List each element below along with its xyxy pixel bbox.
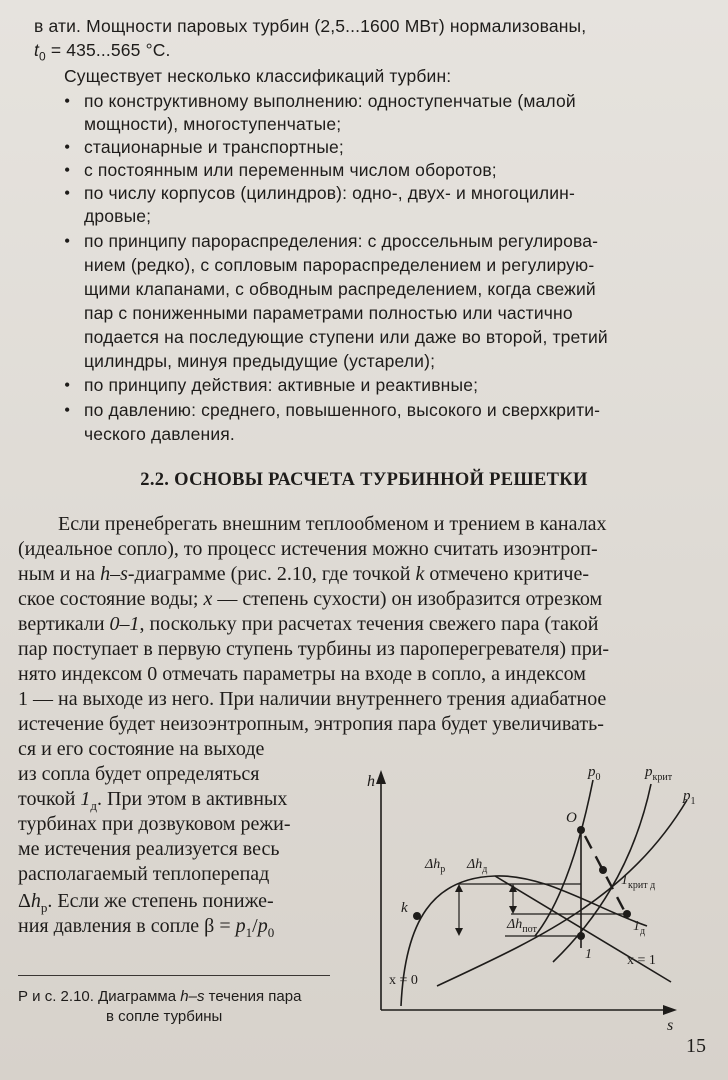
paragraph-line [18, 612, 598, 636]
list-item-line: пар с пониженными параметрами полностью или частично [84, 303, 573, 323]
paragraph-line: ме истечения реализуется весь [18, 838, 280, 860]
axis-h-label: h [367, 773, 375, 790]
bullet: • [64, 183, 71, 203]
list-item-line: щими клапанами, с обводным распределением, когда свежий [84, 279, 596, 299]
label-1: 1 [585, 947, 592, 962]
t0-subscript: 0 [39, 49, 46, 64]
caption-run: течения пара [204, 988, 302, 1005]
label-dh-d: $\Delta h_д$ [467, 857, 488, 875]
list-item-line: дровые; [84, 206, 152, 226]
list-item-line: нием (редко), с сопловым парораспределением и регулирую- [84, 255, 595, 275]
classification-lead: Существует несколько классификаций турбин: [64, 66, 452, 86]
s-axis-arrow [663, 1005, 677, 1015]
t0-symbol: t [34, 40, 40, 60]
list-item-line: ческого давления. [84, 424, 235, 444]
label-dh-p: $\Delta h_р$ [425, 857, 446, 875]
label-1krit-d: $1_{крит д}$ [621, 873, 656, 891]
text-run: ское состояние воды; [18, 588, 204, 610]
italic-symbol: p [257, 915, 268, 937]
paragraph-line: ся и его состояние на выходе [18, 738, 265, 760]
list-item-line: подается на последующие ступени или даже во второй, третий [84, 327, 608, 347]
point-1d [623, 910, 631, 918]
italic-symbol: h [30, 890, 41, 912]
paragraph-line: нято индексом 0 отмечать параметры на входе в сопло, а индексом [18, 663, 586, 685]
italic-symbol: 0–1 [109, 613, 140, 635]
list-item-line: с постоянным или переменным числом оборотов; [84, 160, 497, 180]
saturation-curve [401, 876, 647, 1006]
text-run: -диаграмме (рис. 2.10, где точкой [127, 563, 416, 585]
point-k [413, 912, 421, 920]
italic-symbol: h–s [100, 563, 128, 585]
list-item-line: цилиндры, минуя предыдущие (устарели); [84, 351, 436, 371]
label-x1: x = 1 [627, 953, 656, 968]
section-heading: 2.2. ОСНОВЫ РАСЧЕТА ТУРБИННОЙ РЕШЕТКИ [140, 470, 588, 490]
label-dh-pot: $\Delta h_{пот}$ [507, 917, 537, 935]
italic-symbol: p [235, 915, 246, 937]
paragraph-line: из сопла будет определяться [18, 763, 260, 785]
italic-symbol: 1 [80, 788, 91, 810]
text-run: . Если же степень пониже- [47, 890, 274, 912]
dh-p-arrowhead-bottom [455, 928, 463, 936]
paragraph-line: 1 — на выходе из него. При наличии внутреннего трения адиабатное [18, 688, 607, 710]
paragraph-line: турбинах при дозвуковом режи- [18, 813, 291, 835]
isobar-p0 [535, 780, 593, 936]
label-pkrit: $p_{крит}$ [645, 764, 673, 783]
label-p1: $p_1$ [683, 788, 696, 807]
paragraph-line [18, 914, 274, 945]
figure-caption-line1 [18, 988, 301, 1005]
bullet: • [64, 231, 71, 251]
figure-caption-line2: в сопле турбины [106, 1008, 223, 1025]
list-item-line: по принципу парораспределения: с дроссельным регулирова- [84, 231, 599, 251]
t0-range: = 435...565 °С. [45, 40, 171, 60]
text-run: Δ [18, 890, 31, 912]
label-x0: x = 0 [389, 973, 418, 988]
bullet: • [64, 137, 71, 157]
paragraph-line: (идеальное сопло), то процесс истечения можно считать изоэнтроп- [18, 538, 598, 560]
paragraph-line [18, 587, 602, 611]
subscript: 0 [267, 925, 275, 940]
caption-run: Р и с. 2.10. Диаграмма [18, 988, 181, 1005]
caption-italic: h–s [180, 988, 205, 1005]
bullet: • [64, 91, 71, 111]
text-run: / [252, 915, 258, 937]
point-1krit [599, 866, 607, 874]
text-run: отмечено критиче- [424, 563, 589, 585]
list-item-line: по давлению: среднего, повышенного, высокого и сверхкрити- [84, 400, 601, 420]
list-item-line: по принципу действия: активные и реактивные; [84, 375, 479, 395]
text-run: , поскольку при расчетах течения свежего пара (такой [139, 613, 599, 635]
point-1 [577, 932, 585, 940]
page-number: 15 [686, 1035, 706, 1057]
text-run: ным и на [18, 563, 101, 585]
h-axis-arrow [376, 770, 386, 784]
label-1d: $1_д$ [633, 919, 646, 937]
list-item-line: по конструктивному выполнению: одноступенчатые (малой [84, 91, 576, 111]
hs-diagram [345, 740, 715, 1030]
paragraph-line: истечение будет неизоэнтропным, энтропия пара будет увеличивать- [18, 713, 604, 735]
italic-symbol: k [415, 563, 425, 585]
text-run: точкой [18, 788, 81, 810]
text-run: вертикали [18, 613, 110, 635]
label-k: k [401, 900, 408, 916]
text-run: . При этом в активных [97, 788, 288, 810]
subscript: д [90, 798, 98, 813]
list-item-line: мощности), многоступенчатые; [84, 114, 342, 134]
point-O [577, 826, 585, 834]
italic-symbol: x [203, 588, 213, 610]
axis-s-label: s [667, 1017, 674, 1030]
list-item-line: стационарные и транспортные; [84, 137, 344, 157]
list-item-line: по числу корпусов (цилиндров): одно-, двух- и многоцилин- [84, 183, 575, 203]
dh-d-arrowhead-bottom [509, 906, 517, 914]
bullet: • [64, 160, 71, 180]
subscript: 1 [245, 925, 253, 940]
paragraph-line: пар поступает в первую ступень турбины из пароперегревателя) при- [18, 638, 610, 660]
paragraph-line: располагаемый теплоперепад [18, 863, 270, 885]
subscript: р [40, 900, 48, 915]
bullet: • [64, 400, 71, 420]
bullet: • [64, 375, 71, 395]
caption-divider [18, 975, 330, 976]
label-O: O [566, 810, 577, 826]
text-run: — степень сухости) он изобразится отрезком [212, 588, 603, 610]
text-run: ния давления в сопле β = [18, 915, 236, 937]
label-p0: $p_0$ [588, 764, 601, 783]
intro-line: в ати. Мощности паровых турбин (2,5...1600 МВт) нормализованы, [34, 16, 587, 36]
paragraph-line: Если пренебрегать внешним теплообменом и трением в каналах [58, 513, 607, 535]
paragraph-line [18, 562, 589, 586]
